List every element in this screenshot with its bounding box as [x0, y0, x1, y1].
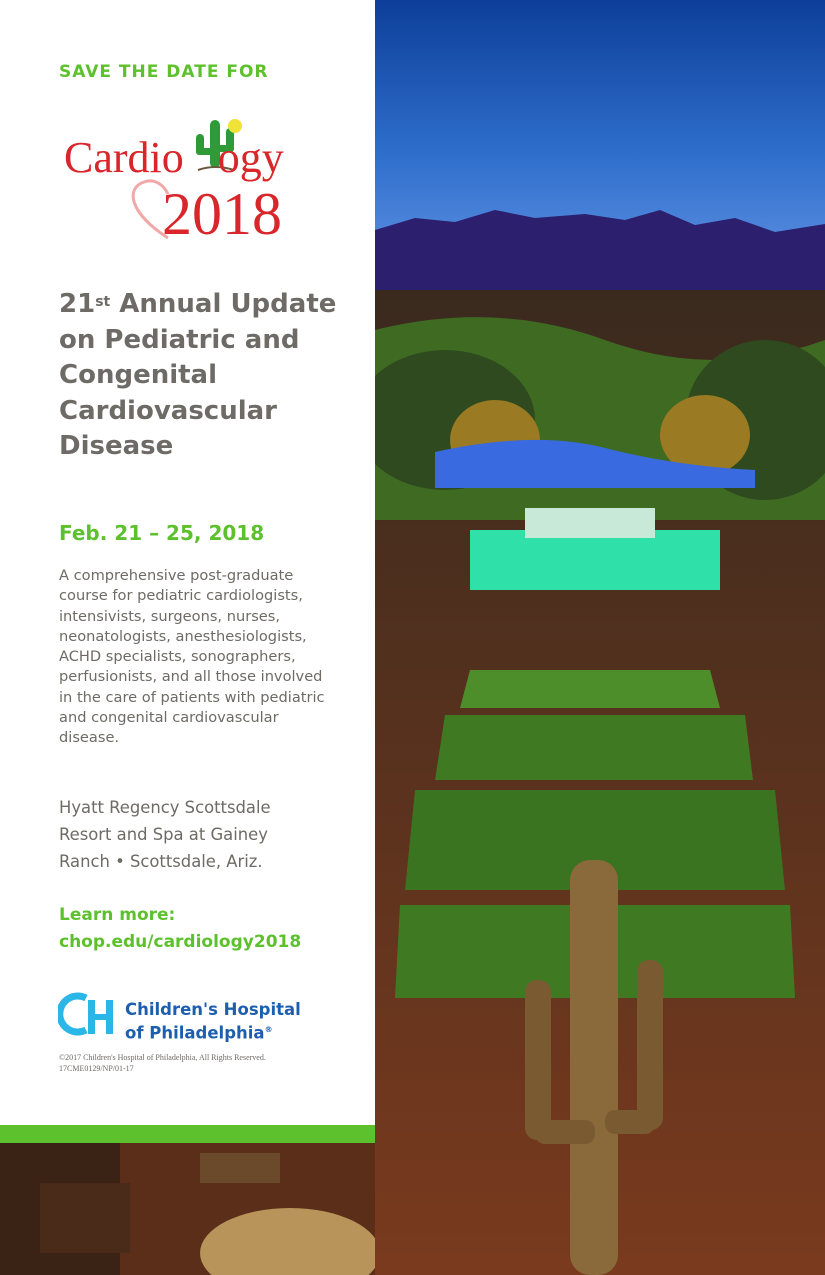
accent-bar	[0, 1125, 375, 1143]
event-description: A comprehensive post-graduate course for pediatric cardiologists, intensivists, surgeons, nurses, neonatologists, anesthesiologists, ACHD specialists, sonographers, perfusionists, and all those involved in the care of patients with pediatric and congenital cardiovascular disease.	[59, 567, 325, 747]
learn-more	[59, 902, 301, 956]
info-panel	[0, 0, 375, 1125]
venue-line-2: Resort and Spa at Gainey	[59, 825, 268, 844]
logo-wordmark	[64, 133, 284, 182]
organization-name-line-2: of Philadelphia	[125, 1023, 265, 1043]
copyright-notice: ©2017 Children's Hospital of Philadelphia, All Rights Reserved. 17CME0129/NP/01-17	[59, 1053, 266, 1073]
ordinal-suffix: st	[95, 294, 111, 310]
trademark-symbol: ®	[264, 1025, 273, 1034]
course-title	[59, 287, 359, 465]
logo-wordmark-start: Cardio	[64, 133, 184, 182]
cardiology-2018-logo	[58, 112, 318, 252]
learn-more-link[interactable]: chop.edu/cardiology2018	[59, 932, 302, 952]
save-the-date-label: SAVE THE DATE FOR	[59, 62, 269, 82]
venue-line-3: Ranch • Scottsdale, Ariz.	[59, 852, 263, 871]
logo-year: 2018	[162, 181, 282, 247]
chop-logo	[58, 988, 318, 1043]
event-dates: Feb. 21 – 25, 2018	[59, 521, 265, 545]
ordinal-number: 21	[59, 289, 96, 319]
venue	[59, 794, 344, 875]
organization-name-line-1: Children's Hospital	[125, 1000, 301, 1019]
logo-wordmark-end: ogy	[217, 133, 284, 182]
venue-line-1: Hyatt Regency Scottsdale	[59, 798, 271, 817]
organization-name	[125, 1000, 301, 1044]
patio-photo	[0, 1143, 375, 1275]
resort-photo	[375, 0, 825, 1275]
course-title-text: Annual Update on Pediatric and Congenital Cardiovascular Disease	[59, 289, 337, 461]
learn-more-label: Learn more:	[59, 905, 176, 925]
chop-logo-icon	[58, 990, 118, 1040]
